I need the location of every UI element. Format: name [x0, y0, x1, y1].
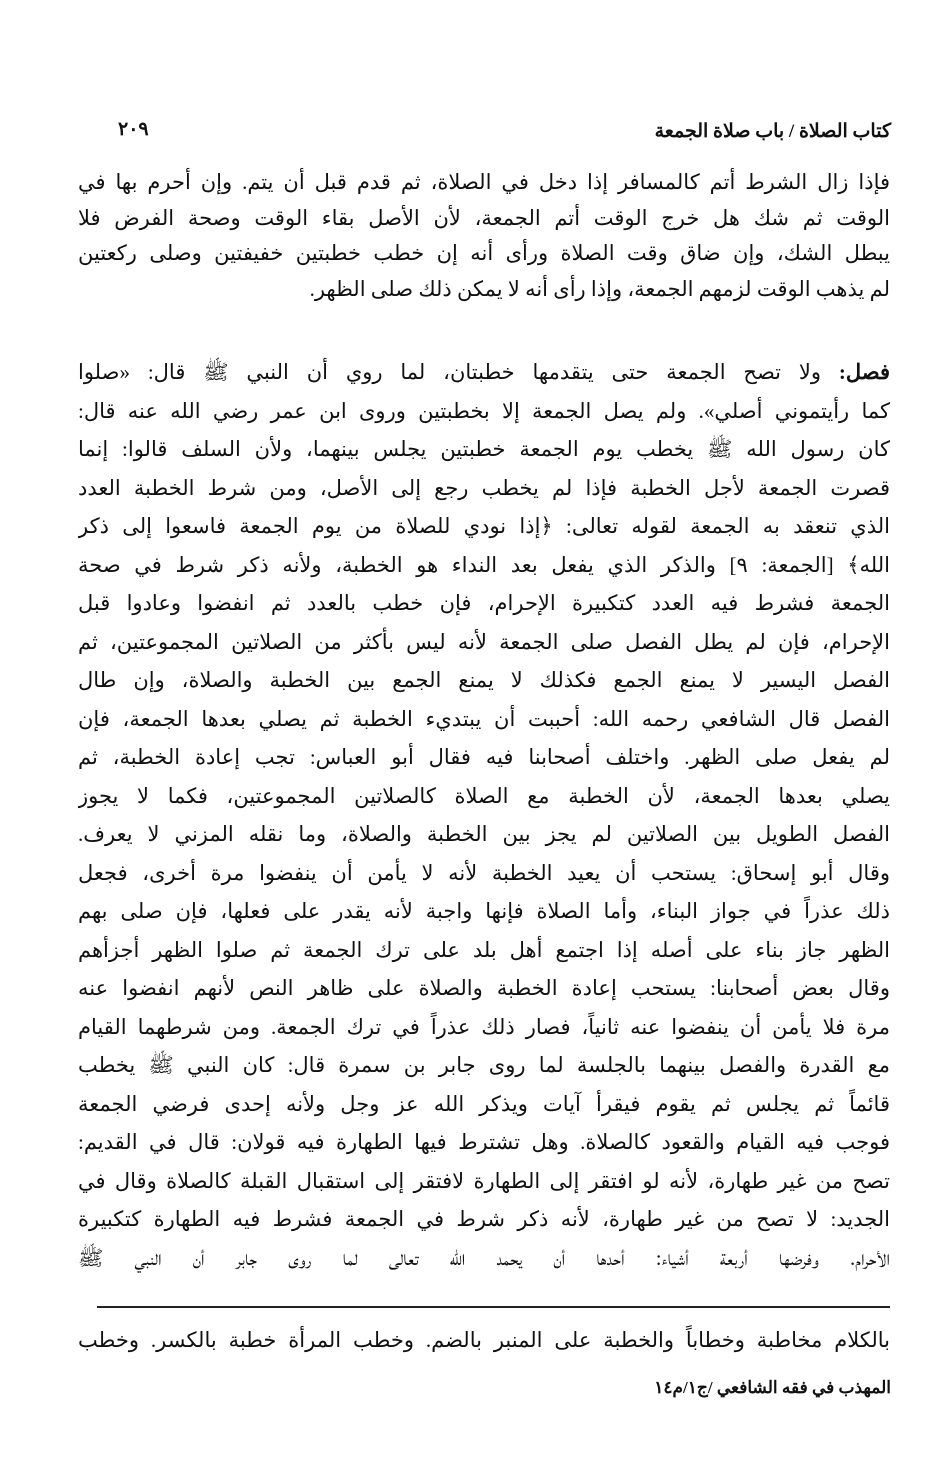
text-line: تصح من غير طهارة، لأنه لو افتقر إلى الطهارة لافتقر إلى استقبال القبلة كالصلاة وقال في	[78, 1168, 890, 1193]
text-line: الجديد: لا تصح من غير طهارة، لأنه ذكر شرط في الجمعة فشرط فيه الطهارة كتكبيرة	[78, 1207, 890, 1231]
running-header-title: كتاب الصلاة / باب صلاة الجمعة	[654, 121, 891, 142]
text-line: الأحرام. وفرضها أربعة أشياء: أحدها أن يحمد الله تعالى لما روى جابر أن النبي ﷺ	[78, 1245, 890, 1270]
text-line: الله﴾ [الجمعة: ٩] والذكر الذي يفعل بعد النداء هو الخطبة، ولأنه ذكر شرط في صحة	[78, 552, 890, 577]
signature-footer: المهذب في فقه الشافعي /ج١/م١٤	[654, 1378, 891, 1397]
text-line: يصلي بعدها الجمعة، لأن الخطبة مع الصلاة كالصلاتين المجموعتين، فكما لا يجوز	[78, 783, 890, 808]
text-line: الفصل قال الشافعي رحمه الله: أحببت أن يبتديء الخطبة ثم يصلي بعدها الجمعة، فإن	[78, 706, 890, 731]
text-line: يبطل الشك، وإن ضاق وقت الصلاة ورأى أنه إن خطب خطبتين خفيفتين وصلى ركعتين	[78, 241, 890, 265]
text-line: مع القدرة والفصل بينهما بالجلسة لما روى جابر بن سمرة قال: كان النبي ﷺ يخطب	[78, 1053, 890, 1077]
text-line: لم يفعل صلى الظهر. واختلف أصحابنا فيه فقال أبو العباس: تجب إعادة الخطبة، ثم	[78, 745, 890, 769]
page-number: ٢٠٩	[118, 119, 149, 140]
text-line: كما رأيتموني أصلي». ولم يصل الجمعة إلا بخطبتين وروى ابن عمر رضي الله عنه قال:	[78, 398, 890, 423]
text-line: كان رسول الله ﷺ يخطب يوم الجمعة خطبتين يجلس بينهما، ولأن السلف قالوا: إنما	[78, 437, 890, 461]
text-line: فإذا زال الشرط أتم كالمسافر إذا دخل في الصلاة، ثم قدم قبل أن يتم. وإن أحرم بها في	[78, 170, 890, 194]
text-line: قائماً ثم يجلس ثم يقوم فيقرأ آيات ويذكر الله عز وجل ولأنه إحدى فرضي الجمعة	[78, 1091, 890, 1116]
text-line: الفصل اليسير لا يمنع الجمع فكذلك لا يمنع الجمع بين الخطبة والصلاة، وإن طال	[78, 668, 890, 692]
text-line: الذي تنعقد به الجمعة لقوله تعالى: ﴿إذا نودي للصلاة من يوم الجمعة فاسعوا إلى ذكر	[78, 514, 890, 538]
text-line: فوجب فيه القيام والقعود كالصلاة. وهل تشترط فيها الطهارة فيه قولان: قال في القديم:	[78, 1130, 890, 1154]
text-line: وقال بعض أصحابنا: يستحب إعادة الخطبة والصلاة على ظاهر النص لأنهم انفضوا عنه	[78, 976, 890, 1000]
text-line: لم يذهب الوقت لزمهم الجمعة، وإذا رأى أنه لا يمكن ذلك صلى الظهر.	[309, 276, 890, 301]
text-line: وقال أبو إسحاق: يستحب أن يعيد الخطبة لأنه لا يأمن أن ينفضوا مرة أخرى، فجعل	[78, 860, 890, 885]
text-line	[78, 353, 890, 392]
text-line: قصرت الجمعة لأجل الخطبة فإذا لم يخطب رجع إلى الأصل، ومن شرط الخطبة العدد	[78, 475, 890, 500]
text-line: الظهر جاز بناء على أصله إذا اجتمع أهل بلد على ترك الجمعة ثم صلوا الظهر أجزأهم	[78, 937, 890, 962]
paragraph-1	[78, 165, 890, 307]
footnote-divider	[97, 1306, 890, 1308]
footnote: بالكلام مخاطبة وخطاباً والخطبة على المنبر بالضم. وخطب المرأة خطبة بالكسر. وخطب	[78, 1328, 890, 1352]
text-line: الفصل الطويل بين الصلاتين لم يجز بين الخطبة والصلاة، وما نقله المزني لا يعرف.	[78, 822, 890, 846]
text-line: ذلك عذراً في جواز البناء، وأما الصلاة فإنها واجبة لأنه يقدر على فعلها، فإن صلى بهم	[78, 899, 890, 923]
text-line: الإحرام، فإن لم يطل الفصل صلى الجمعة لأنه ليس بأكثر من الصلاتين المجموعتين، ثم	[78, 629, 890, 654]
text-line: الوقت ثم شك هل خرج الوقت أتم الجمعة، لأن الأصل بقاء الوقت وصحة الفرض فلا	[78, 205, 890, 230]
section-heading: فصل:	[838, 360, 890, 384]
paragraph-2	[78, 353, 890, 1277]
text-line-content: ولا تصح الجمعة حتى يتقدمها خطبتان، لما روي أن النبي ﷺ قال: «صلوا	[78, 360, 821, 384]
text-line: الجمعة فشرط فيه العدد كتكبيرة الإحرام، فإن خطب بالعدد ثم انفضوا وعادوا قبل	[78, 591, 890, 615]
text-line: مرة فلا يأمن أن ينفضوا عنه ثانياً، فصار ذلك عذراً في ترك الجمعة. ومن شرطهما القيام	[78, 1014, 890, 1039]
